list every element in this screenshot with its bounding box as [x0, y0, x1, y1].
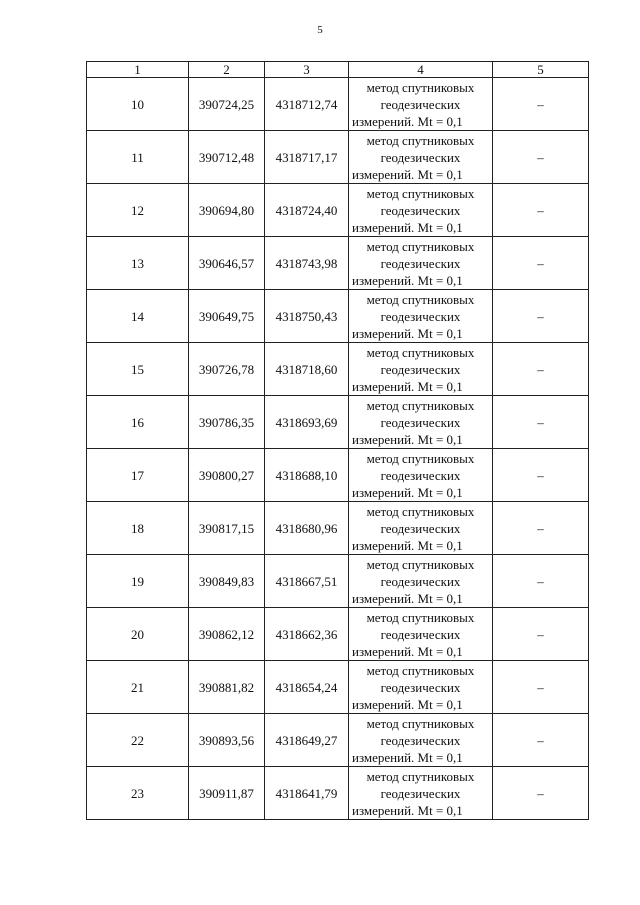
method-line-2: геодезических [380, 149, 461, 165]
method-line-3: измерений. Mt = 0,1 [352, 431, 463, 447]
method-description [349, 767, 493, 820]
column-5-value: – [493, 131, 589, 184]
method-line-1: метод спутниковых [366, 291, 475, 307]
page-number: 5 [317, 24, 323, 36]
coordinate-y: 4318712,74 [265, 78, 349, 131]
method-line-1: метод спутниковых [366, 79, 475, 95]
method-description [349, 661, 493, 714]
method-line-3: измерений. Mt = 0,1 [352, 378, 463, 394]
table-row [87, 714, 589, 767]
table-row [87, 767, 589, 820]
method-line-2: геодезических [380, 573, 461, 589]
method-line-1: метод спутниковых [366, 344, 475, 360]
method-line-2: геодезических [380, 96, 461, 112]
method-description [349, 555, 493, 608]
coordinate-x: 390694,80 [189, 184, 265, 237]
method-line-2: геодезических [380, 308, 461, 324]
coordinate-y: 4318743,98 [265, 237, 349, 290]
coordinate-x: 390849,83 [189, 555, 265, 608]
method-line-1: метод спутниковых [366, 503, 475, 519]
point-number: 19 [87, 555, 189, 608]
method-line-1: метод спутниковых [366, 132, 475, 148]
method-line-1: метод спутниковых [366, 662, 475, 678]
method-line-3: измерений. Mt = 0,1 [352, 537, 463, 553]
method-line-1: метод спутниковых [366, 397, 475, 413]
method-line-1: метод спутниковых [366, 450, 475, 466]
column-5-value: – [493, 396, 589, 449]
coordinate-y: 4318680,96 [265, 502, 349, 555]
table-row [87, 237, 589, 290]
coordinate-y: 4318750,43 [265, 290, 349, 343]
method-line-1: метод спутниковых [366, 556, 475, 572]
coordinate-x: 390911,87 [189, 767, 265, 820]
coordinate-x: 390786,35 [189, 396, 265, 449]
method-line-2: геодезических [380, 467, 461, 483]
column-header-3: 3 [265, 62, 349, 78]
coordinate-x: 390800,27 [189, 449, 265, 502]
coordinate-y: 4318724,40 [265, 184, 349, 237]
column-header-4: 4 [349, 62, 493, 78]
point-number: 11 [87, 131, 189, 184]
method-line-2: геодезических [380, 785, 461, 801]
table-row [87, 131, 589, 184]
coordinate-y: 4318641,79 [265, 767, 349, 820]
coordinate-y: 4318688,10 [265, 449, 349, 502]
method-line-2: геодезических [380, 679, 461, 695]
method-description [349, 343, 493, 396]
method-description [349, 396, 493, 449]
point-number: 10 [87, 78, 189, 131]
method-description [349, 184, 493, 237]
column-5-value: – [493, 714, 589, 767]
point-number: 22 [87, 714, 189, 767]
point-number: 14 [87, 290, 189, 343]
column-header-2: 2 [189, 62, 265, 78]
table-row [87, 449, 589, 502]
method-line-3: измерений. Mt = 0,1 [352, 696, 463, 712]
coordinate-x: 390726,78 [189, 343, 265, 396]
method-line-3: измерений. Mt = 0,1 [352, 749, 463, 765]
method-description [349, 237, 493, 290]
coordinate-x: 390649,75 [189, 290, 265, 343]
table-row [87, 555, 589, 608]
method-line-1: метод спутниковых [366, 768, 475, 784]
point-number: 20 [87, 608, 189, 661]
coordinate-x: 390724,25 [189, 78, 265, 131]
method-line-1: метод спутниковых [366, 609, 475, 625]
method-line-3: измерений. Mt = 0,1 [352, 484, 463, 500]
table-row [87, 502, 589, 555]
coordinate-y: 4318654,24 [265, 661, 349, 714]
coordinate-x: 390712,48 [189, 131, 265, 184]
method-line-1: метод спутниковых [366, 185, 475, 201]
column-5-value: – [493, 502, 589, 555]
column-5-value: – [493, 343, 589, 396]
table-body [87, 62, 589, 820]
point-number: 21 [87, 661, 189, 714]
column-5-value: – [493, 661, 589, 714]
method-line-2: геодезических [380, 361, 461, 377]
column-5-value: – [493, 449, 589, 502]
point-number: 15 [87, 343, 189, 396]
method-line-3: измерений. Mt = 0,1 [352, 166, 463, 182]
column-5-value: – [493, 78, 589, 131]
table-header-row [87, 62, 589, 78]
table-row [87, 290, 589, 343]
method-line-3: измерений. Mt = 0,1 [352, 643, 463, 659]
method-line-3: измерений. Mt = 0,1 [352, 325, 463, 341]
coordinates-table [86, 61, 589, 820]
method-line-2: геодезических [380, 520, 461, 536]
point-number: 12 [87, 184, 189, 237]
column-5-value: – [493, 555, 589, 608]
column-5-value: – [493, 237, 589, 290]
coordinate-x: 390646,57 [189, 237, 265, 290]
method-line-1: метод спутниковых [366, 238, 475, 254]
point-number: 17 [87, 449, 189, 502]
table-row [87, 343, 589, 396]
coordinate-y: 4318717,17 [265, 131, 349, 184]
coordinate-y: 4318693,69 [265, 396, 349, 449]
method-line-2: геодезических [380, 626, 461, 642]
coordinate-y: 4318667,51 [265, 555, 349, 608]
table-row [87, 661, 589, 714]
column-5-value: – [493, 184, 589, 237]
column-header-1: 1 [87, 62, 189, 78]
coordinate-x: 390862,12 [189, 608, 265, 661]
coordinate-x: 390817,15 [189, 502, 265, 555]
method-description [349, 449, 493, 502]
coordinate-y: 4318662,36 [265, 608, 349, 661]
table-row [87, 608, 589, 661]
method-description [349, 608, 493, 661]
method-line-3: измерений. Mt = 0,1 [352, 219, 463, 235]
method-description [349, 714, 493, 767]
coordinate-y: 4318649,27 [265, 714, 349, 767]
method-line-3: измерений. Mt = 0,1 [352, 590, 463, 606]
method-description [349, 78, 493, 131]
method-line-3: измерений. Mt = 0,1 [352, 802, 463, 818]
table-row [87, 184, 589, 237]
point-number: 18 [87, 502, 189, 555]
method-line-1: метод спутниковых [366, 715, 475, 731]
method-description [349, 131, 493, 184]
column-5-value: – [493, 290, 589, 343]
point-number: 13 [87, 237, 189, 290]
coordinate-x: 390893,56 [189, 714, 265, 767]
point-number: 16 [87, 396, 189, 449]
method-description [349, 290, 493, 343]
column-header-5: 5 [493, 62, 589, 78]
coordinate-x: 390881,82 [189, 661, 265, 714]
table-row [87, 78, 589, 131]
method-line-2: геодезических [380, 414, 461, 430]
method-line-2: геодезических [380, 255, 461, 271]
method-description [349, 502, 493, 555]
method-line-2: геодезических [380, 732, 461, 748]
point-number: 23 [87, 767, 189, 820]
table-row [87, 396, 589, 449]
method-line-3: измерений. Mt = 0,1 [352, 272, 463, 288]
method-line-3: измерений. Mt = 0,1 [352, 113, 463, 129]
method-line-2: геодезических [380, 202, 461, 218]
column-5-value: – [493, 608, 589, 661]
coordinate-y: 4318718,60 [265, 343, 349, 396]
column-5-value: – [493, 767, 589, 820]
